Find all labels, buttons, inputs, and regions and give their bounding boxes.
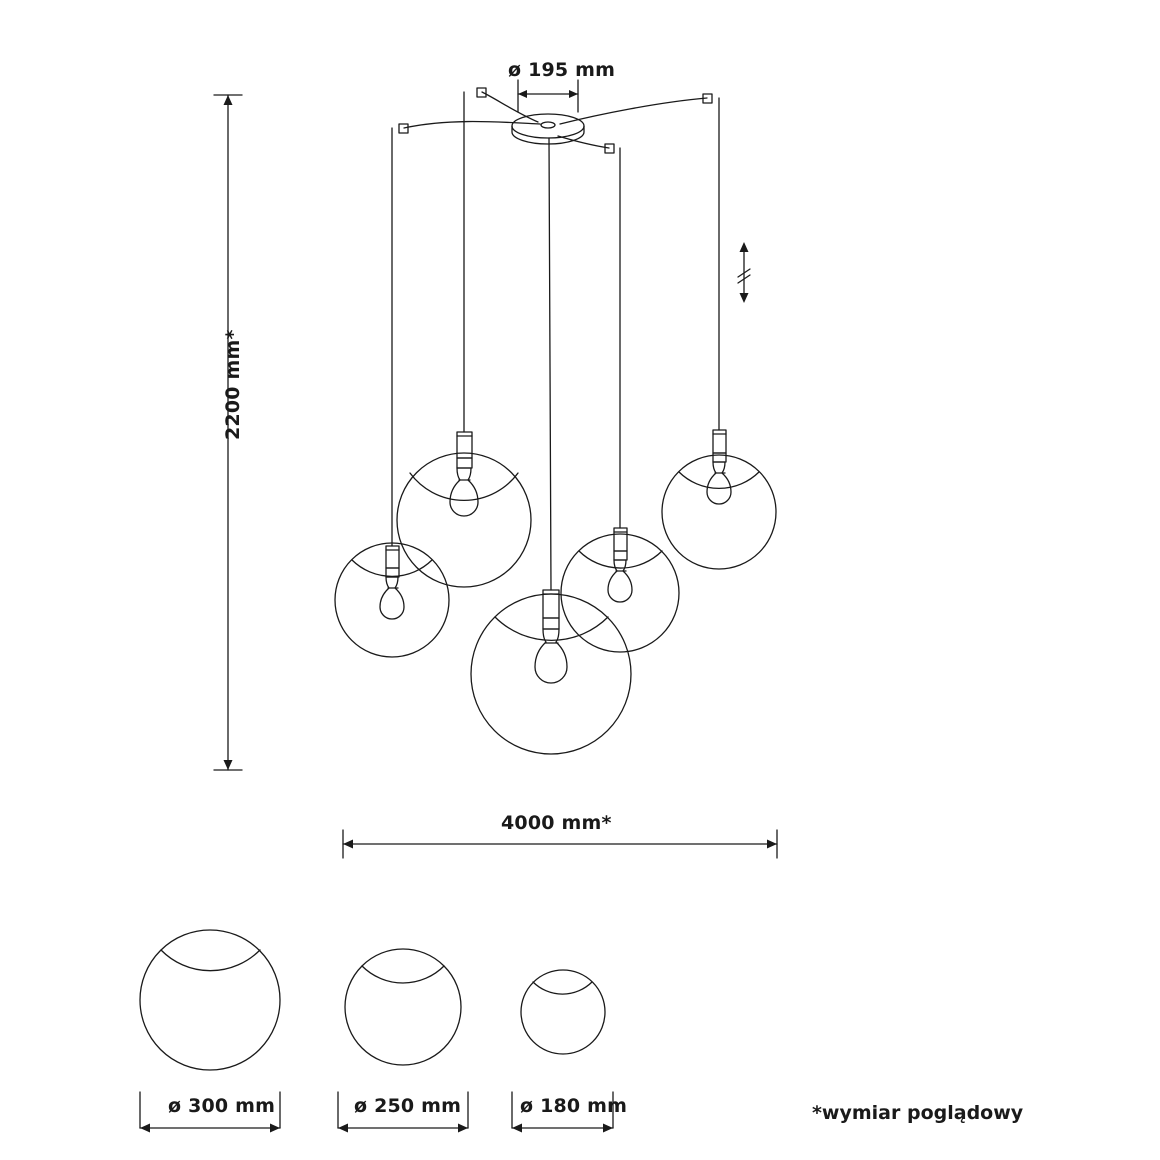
ceiling-canopy bbox=[512, 114, 584, 144]
cable-center-right bbox=[558, 136, 620, 528]
globe-small-label: ø 180 mm bbox=[520, 1095, 628, 1117]
cable-center bbox=[549, 138, 551, 590]
canopy-diameter-dimension bbox=[518, 80, 578, 112]
cable-right-outer bbox=[560, 94, 719, 430]
footnote-label: *wymiar poglądowy bbox=[812, 1102, 1024, 1124]
adjustable-height-arrow bbox=[738, 242, 750, 303]
globe-large-label: ø 300 mm bbox=[168, 1095, 276, 1117]
pendant-left-small bbox=[335, 543, 449, 657]
overall-height-label: 2200 mm* bbox=[222, 329, 244, 440]
pendant-right bbox=[662, 430, 776, 569]
canopy-diameter-label: ø 195 mm bbox=[508, 59, 616, 81]
cable-left-outer bbox=[392, 122, 540, 547]
globe-medium-label: ø 250 mm bbox=[354, 1095, 462, 1117]
pendant-upper-left bbox=[397, 432, 531, 587]
overall-width-label: 4000 mm* bbox=[501, 812, 612, 834]
cable-upper-left bbox=[464, 88, 538, 432]
overall-width-dimension bbox=[343, 830, 777, 858]
pendant-center-large bbox=[471, 590, 631, 754]
